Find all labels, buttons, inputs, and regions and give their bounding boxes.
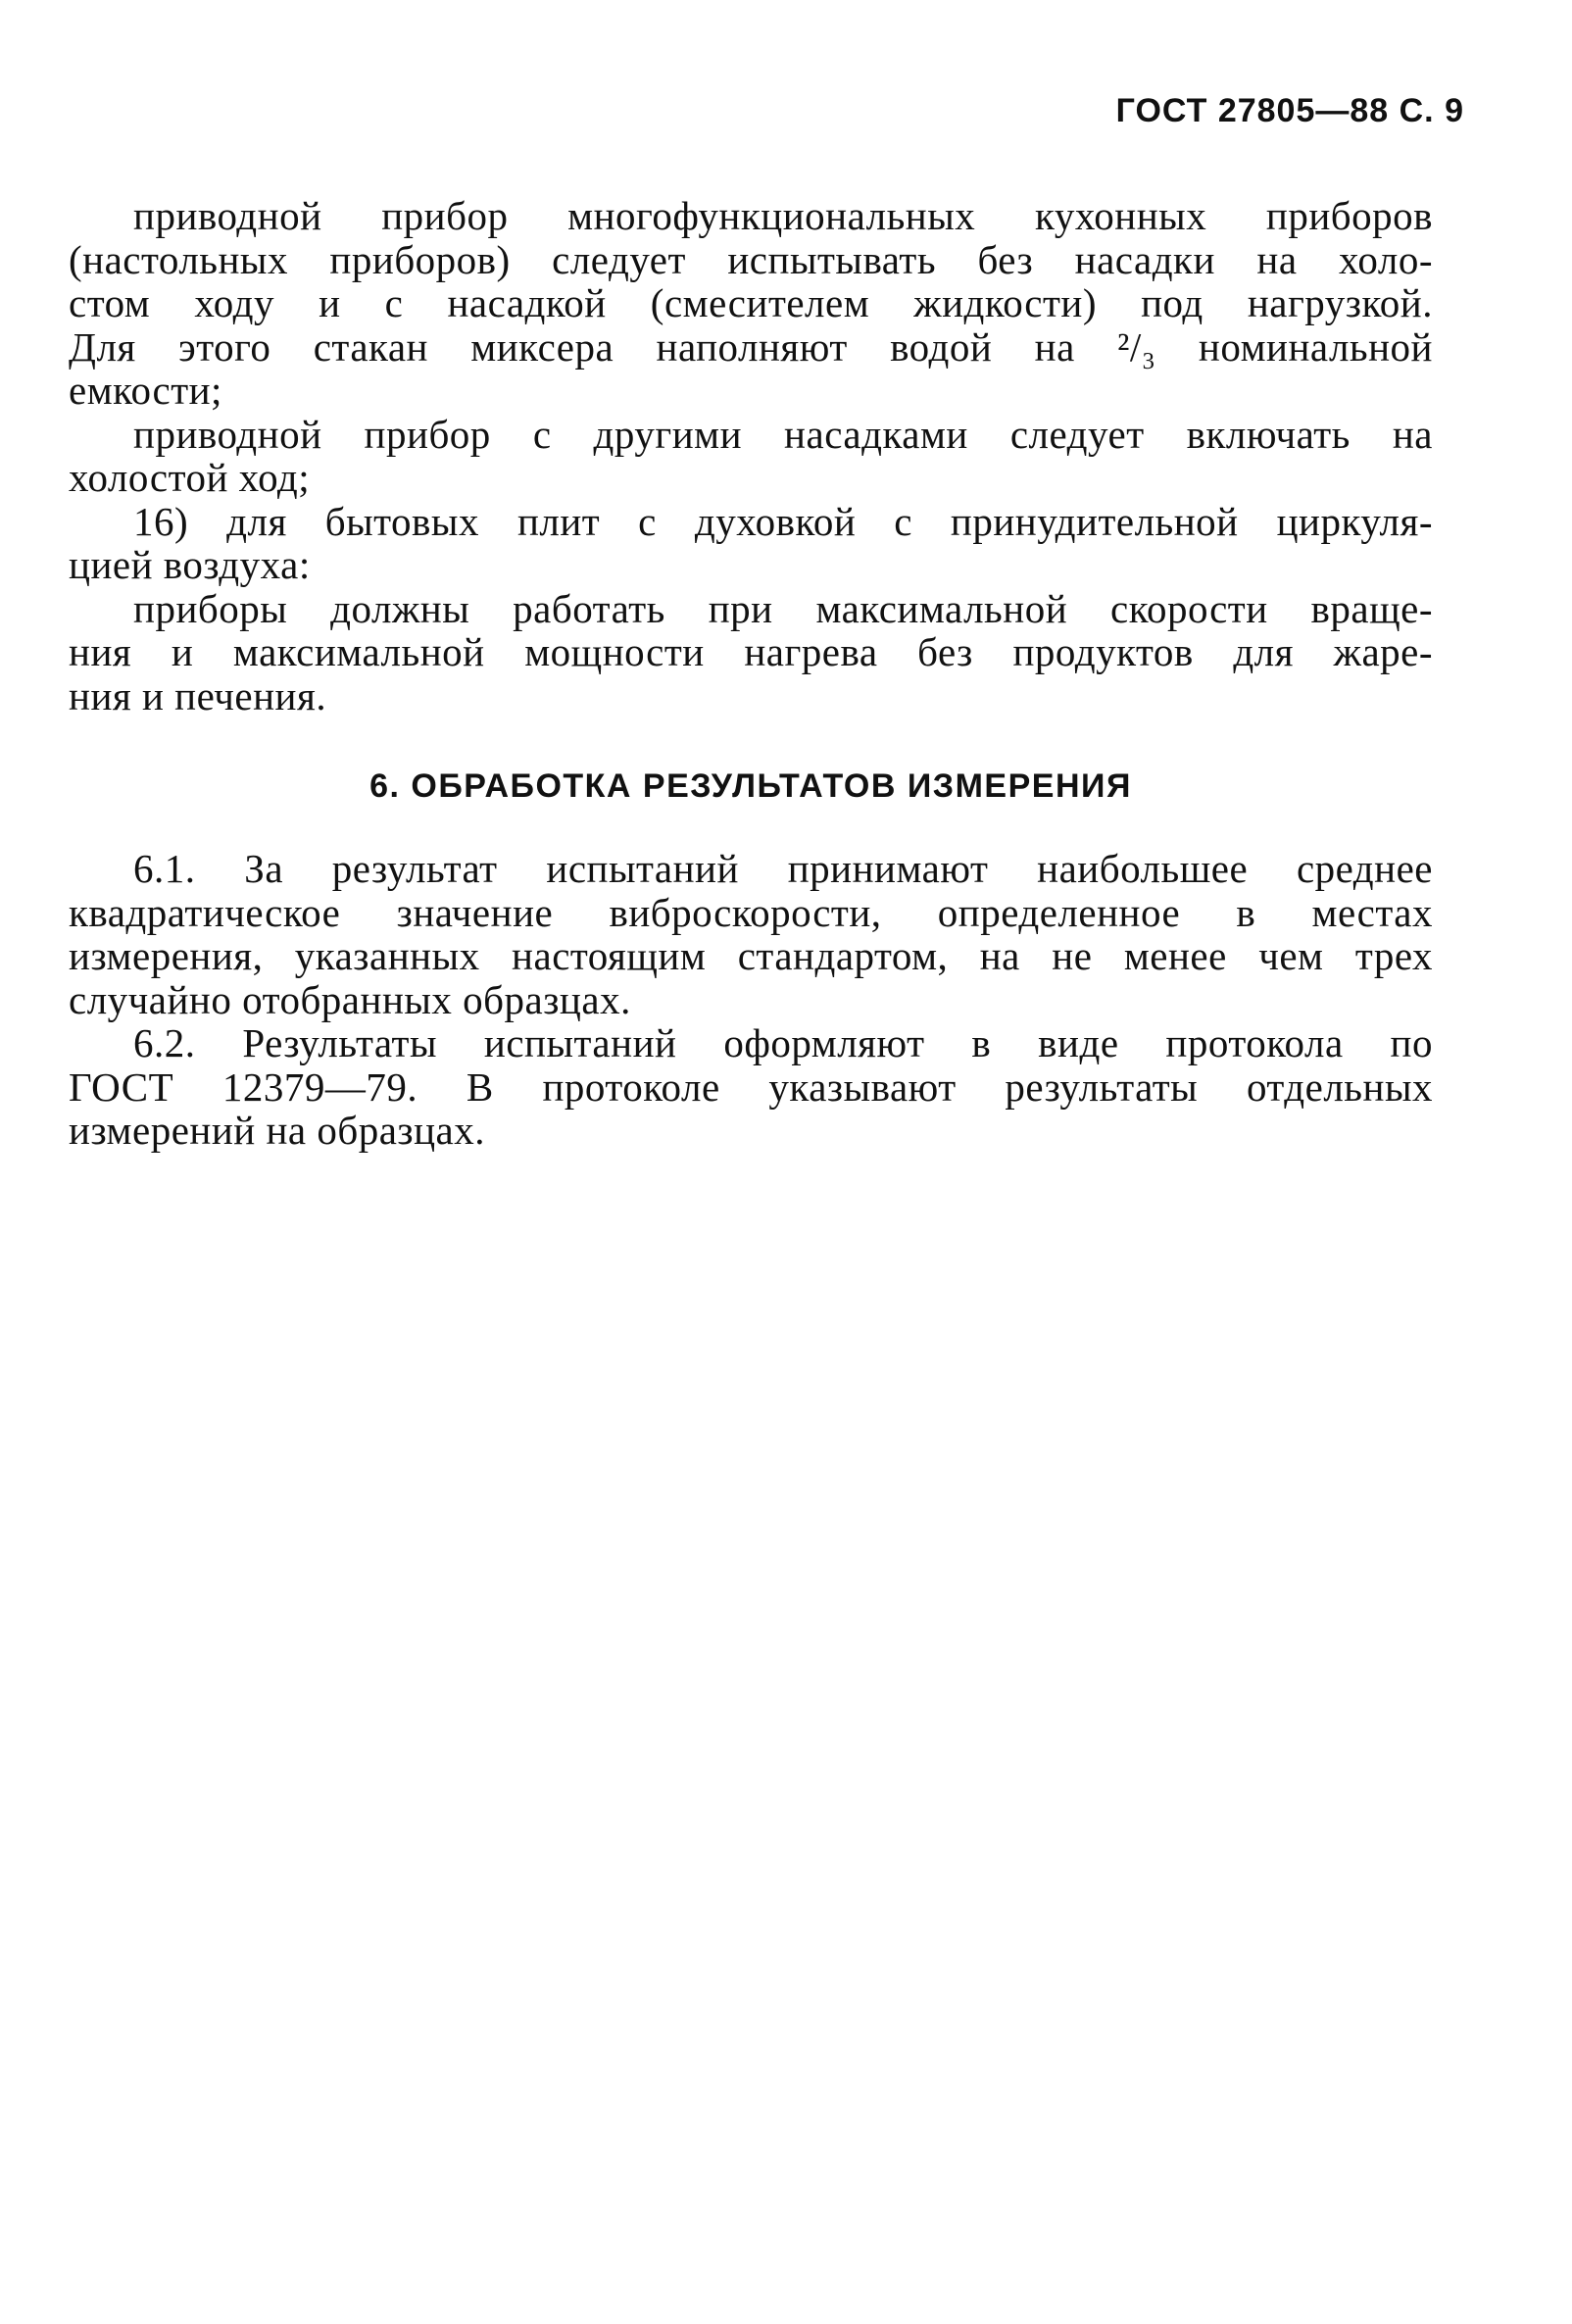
text-line: стом ходу и с насадкой (смесителем жидкости) под нагрузкой. (69, 280, 1433, 325)
text-line: емкости; (69, 368, 222, 413)
paragraph-block-test-conditions (69, 194, 1433, 717)
section-heading: 6. ОБРАБОТКА РЕЗУЛЬТАТОВ ИЗМЕРЕНИЯ (369, 767, 1132, 805)
text-line: измерений на образцах. (69, 1108, 486, 1153)
text-line: цией воздуха: (69, 542, 311, 587)
text-line: холостой ход; (69, 455, 311, 500)
text-line: (настольных приборов) следует испытывать без насадки на холо- (69, 236, 1433, 282)
text-line: ния и печения. (69, 672, 327, 718)
text-line: ния и максимальной мощности нагрева без продуктов для жаре- (69, 629, 1433, 674)
text-line: 16) для бытовых плит с духовкой с принудительной циркуля- (133, 498, 1433, 544)
text-line: случайно отобранных образцах. (69, 976, 631, 1022)
text-line: 6.1. За результат испытаний принимают наибольшее среднее (133, 846, 1433, 891)
text-line: измерения, указанных настоящим стандартом, на не менее чем трех (69, 933, 1433, 978)
text-line: приводной прибор многофункциональных кухонных приборов (133, 193, 1433, 238)
text-line: приборы должны работать при максимальной скорости враще- (133, 585, 1433, 631)
text-line: Для этого стакан миксера наполняют водой на ²/₃ номинальной (69, 323, 1433, 370)
text-line: 6.2. Результаты испытаний оформляют в виде протокола по (133, 1020, 1433, 1065)
text-line: приводной прибор с другими насадками следует включать на (133, 411, 1433, 457)
running-header: ГОСТ 27805—88 С. 9 (1115, 92, 1464, 129)
text-line: квадратическое значение виброскорости, определенное в местах (69, 889, 1433, 935)
text-line: ГОСТ 12379—79. В протоколе указывают результаты отдельных (69, 1063, 1433, 1110)
paragraph-block-results-processing (69, 847, 1433, 1153)
